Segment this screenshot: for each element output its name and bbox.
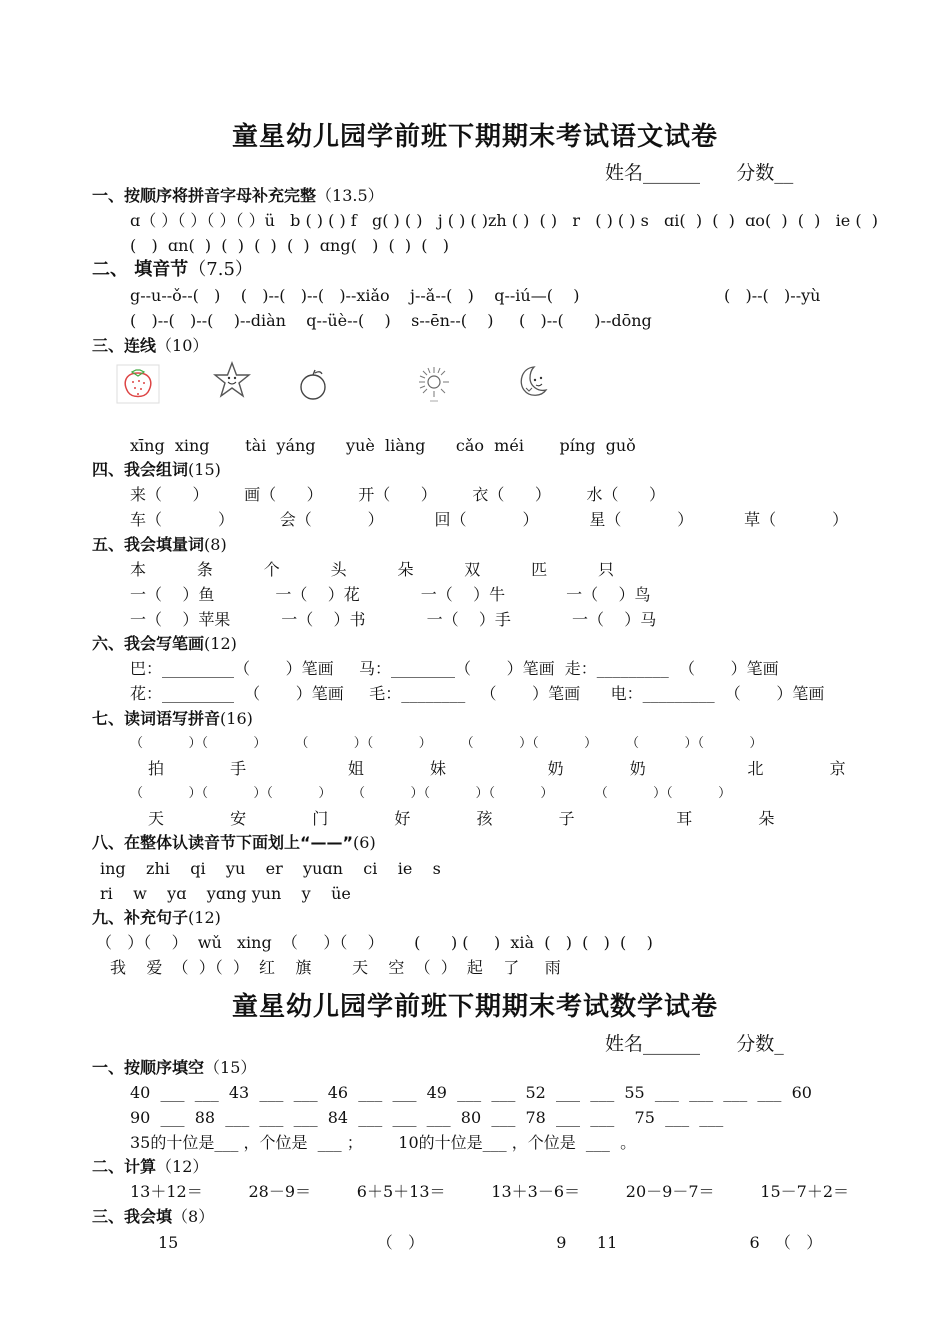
sun-icon xyxy=(414,362,454,402)
section-title: 二、计算 xyxy=(92,1157,157,1176)
cn-s9-line-2: 我 爱 （ ）（ ） 红 旗 天 空 （ ） 起 了 雨 xyxy=(110,958,561,977)
cn-s4-line-2: 车（ ） 会（ ） 回（ ） 星（ ） 草（ ） xyxy=(130,510,849,529)
section-points: （15） xyxy=(204,1058,257,1077)
cn-section-3-heading xyxy=(92,334,208,358)
cn-s5-line-3: 一（ ）苹果 一（ ）书 一（ ）手 一（ ）马 xyxy=(130,610,657,629)
cn-section-2-heading xyxy=(92,258,253,282)
math-s1-line-1: 40 ___ ___ 43 ___ ___ 46 ___ ___ 49 ___ ___ 52 ___ ___ 55 ___ ___ ___ ___ 60 xyxy=(130,1083,812,1102)
math-s1-line-3: 35的十位是___ ，个位是 ___ ； 10的十位是___ ，个位是 ___ 。 xyxy=(130,1133,637,1152)
cn-s7-blanks-1: （ ）（ ） （ ）（ ） （ ）（ ） （ ）（ ） xyxy=(130,736,763,751)
cn-section-9-heading xyxy=(92,906,221,930)
section-points: (8) xyxy=(204,535,227,554)
section-points: （8） xyxy=(172,1207,215,1226)
cn-s2-line-1b: ( )--( )--yù xyxy=(724,286,821,305)
strawberry-icon xyxy=(116,364,160,404)
section-points: (16) xyxy=(220,709,253,728)
math-exam-title: 童星幼儿园学前班下期期末考试数学试卷 xyxy=(231,992,718,1022)
section-title: 八、在整体认读音节下面划上“——” xyxy=(92,833,354,852)
cn-s5-line-2: 一（ ）鱼 一（ ）花 一（ ）牛 一（ ）鸟 xyxy=(130,585,651,604)
math-section-1-heading xyxy=(92,1056,256,1080)
cn-s5-line-1: 本 条 个 头 朵 双 匹 只 xyxy=(130,560,615,579)
section-points: （10） xyxy=(156,336,209,355)
section-title: 二、 填音节 xyxy=(92,259,189,280)
cn-section-5-heading xyxy=(92,533,227,557)
section-title: 一、按顺序填空 xyxy=(92,1058,205,1077)
cn-section-4-heading xyxy=(92,458,221,482)
section-title: 一、按顺序将拼音字母补充完整 xyxy=(92,186,317,205)
section-title: 六、我会写笔画 xyxy=(92,634,205,653)
cn-section-8-heading xyxy=(92,831,376,855)
cn-s1-line-2: ( ) ɑn( ) ( ) ( ) ( ) ɑng( ) ( ) ( ) xyxy=(130,236,450,255)
section-points: (6) xyxy=(353,833,376,852)
cn-s2-line-2: ( )--( )--( )--diàn q--üè--( ) s--ēn--( ) ( )--( )--dōng xyxy=(130,311,652,330)
section-title: 七、读词语写拼音 xyxy=(92,709,221,728)
section-title: 九、补充句子 xyxy=(92,908,189,927)
cn-s6-line-2: 花：_________ （ ）笔画 毛：________ （ ）笔画 电：_________ （ ）笔画 xyxy=(130,684,825,703)
cn-s2-line-1: g--u--ǒ--( ) ( )--( )--( )--xiǎo j--ǎ--( ) q--iú—( ) xyxy=(130,286,580,305)
section-points: (12) xyxy=(204,634,237,653)
cn-s3-pinyin-row: xīng xing tài yáng yuè liàng cǎo méi píng guǒ xyxy=(130,436,636,455)
section-points: (15) xyxy=(188,460,221,479)
cn-s8-line-1: ing zhi qi yu er yuɑn ci ie s xyxy=(100,859,441,878)
section-title: 三、我会填 xyxy=(92,1207,173,1226)
section-title: 三、连线 xyxy=(92,336,157,355)
moon-icon xyxy=(512,362,552,402)
section-title: 四、我会组词 xyxy=(92,460,189,479)
cn-s7-chars-2: 天 安 门 好 孩 子 耳 朵 xyxy=(148,809,775,828)
chinese-exam-title: 童星幼儿园学前班下期期末考试语文试卷 xyxy=(231,122,718,152)
cn-s7-chars-1: 拍 手 姐 妹 奶 奶 北 京 xyxy=(148,759,846,778)
math-section-3-heading xyxy=(92,1205,214,1229)
cn-s9-line-1: （ ）（ ） wǔ xing （ ）（ ） ( ) ( ) xià ( ) ( ) ( ) xyxy=(96,933,653,952)
cn-s1-line-1: ɑ（ ）（ ）（ ）（ ）ü b ( ) ( ) f g( ) ( ) j ( ) ( )zh ( ) ( ) r ( ) ( ) s ɑi( ) ( ) ɑo( ) ( ) ie ( ) xyxy=(130,211,879,230)
section-title: 五、我会填量词 xyxy=(92,535,205,554)
section-points: （7.5） xyxy=(188,259,253,280)
star-icon xyxy=(212,360,252,400)
cn-s6-line-1: 巴：_________（ ）笔画 马：________（ ）笔画 走：_________ （ ）笔画 xyxy=(130,659,779,678)
math-section-2-heading xyxy=(92,1155,208,1179)
cn-section-6-heading xyxy=(92,632,237,656)
cn-s8-line-2: ri w yɑ yɑng yun y üe xyxy=(100,884,351,903)
cn-s4-line-1: 来（ ） 画（ ） 开（ ） 衣（ ） 水（ ） xyxy=(130,485,665,504)
section-points: （13.5） xyxy=(316,186,384,205)
math-name-score: 姓名______ 分数_ xyxy=(605,1033,784,1055)
cn-section-7-heading xyxy=(92,707,253,731)
section-points: （12） xyxy=(156,1157,209,1176)
apple-icon xyxy=(296,366,336,406)
cn-s7-blanks-2: （ ）（ ）（ ） （ ）（ ）（ ） （ ）（ ） xyxy=(130,786,732,801)
cn-section-1-heading xyxy=(92,184,384,208)
chinese-name-score: 姓名______ 分数__ xyxy=(605,162,794,184)
math-s3-line-1: 15 （ ） 9 11 6 （ ） xyxy=(158,1233,823,1252)
math-s1-line-2: 90 ___ 88 ___ ___ ___ 84 ___ ___ ___ 80 ___ 78 ___ ___ 75 ___ ___ xyxy=(130,1108,724,1127)
math-s2-line-1: 13＋12＝ 28－9＝ 6＋5＋13＝ 13＋3－6＝ 20－9－7＝ 15－7＋2＝ xyxy=(130,1182,850,1201)
section-points: (12) xyxy=(188,908,221,927)
